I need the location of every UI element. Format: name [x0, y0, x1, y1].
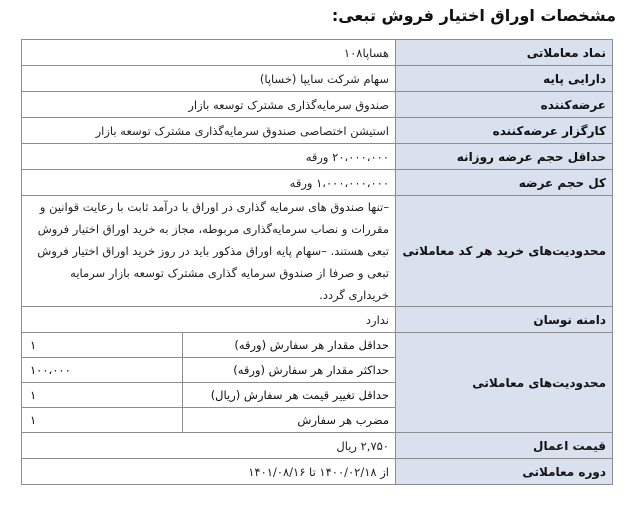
trade-limits-label: محدودیت‌های معاملاتی [396, 333, 613, 433]
period-label: دوره معاملاتی [396, 459, 613, 485]
table-row [22, 118, 613, 144]
table-row [22, 307, 613, 333]
table-row [22, 66, 613, 92]
trade-limits-cell [22, 333, 396, 433]
strike-value: ۲,۷۵۰ ریال [22, 433, 396, 459]
table-row [22, 196, 613, 307]
min-price-change-label: حداقل تغییر قیمت هر سفارش (ریال) [183, 383, 396, 408]
total-label: کل حجم عرضه [396, 170, 613, 196]
table-row [22, 170, 613, 196]
period-value: از ۱۴۰۰/۰۲/۱۸ تا ۱۴۰۱/۰۸/۱۶ [22, 459, 396, 485]
agent-value: استیشن اختصاصی صندوق سرمایه‌گذاری مشترک توسعه بازار [22, 118, 396, 144]
sub-row [22, 333, 395, 358]
table-row [22, 92, 613, 118]
table-row [22, 433, 613, 459]
spec-table [21, 39, 613, 485]
document-title: مشخصات اوراق اختیار فروش تبعی: [331, 6, 616, 25]
min-order-value: ۱ [22, 333, 183, 358]
max-order-value: ۱۰۰،۰۰۰ [22, 358, 183, 383]
min-daily-label: حداقل حجم عرضه روزانه [396, 144, 613, 170]
order-multiple-label: مضرب هر سفارش [183, 408, 396, 433]
underlying-label: دارایی پایه [396, 66, 613, 92]
issuer-label: عرضه‌کننده [396, 92, 613, 118]
sub-row [22, 358, 395, 383]
table-row [22, 333, 613, 433]
sub-row [22, 383, 395, 408]
buy-limits-label: محدودیت‌های خرید هر کد معاملاتی [396, 196, 613, 307]
agent-label: کارگزار عرضه‌کننده [396, 118, 613, 144]
range-value: ندارد [22, 307, 396, 333]
sub-row [22, 408, 395, 433]
issuer-value: صندوق سرمایه‌گذاری مشترک توسعه بازار [22, 92, 396, 118]
underlying-value: سهام شرکت سایپا (خساپا) [22, 66, 396, 92]
range-label: دامنه نوسان [396, 307, 613, 333]
strike-label: قیمت اعمال [396, 433, 613, 459]
min-daily-value: ۲۰،۰۰۰،۰۰۰ ورقه [22, 144, 396, 170]
symbol-label: نماد معاملاتی [396, 40, 613, 66]
total-value: ۱،۰۰۰،۰۰۰،۰۰۰ ورقه [22, 170, 396, 196]
table-row [22, 144, 613, 170]
symbol-value: هساپا۱۰۸ [22, 40, 396, 66]
max-order-label: حداکثر مقدار هر سفارش (ورقه) [183, 358, 396, 383]
table-row [22, 40, 613, 66]
min-price-change-value: ۱ [22, 383, 183, 408]
table-row [22, 459, 613, 485]
buy-limits-value: –تنها صندوق های سرمایه گذاری در اوراق با درآمد ثابت با رعایت قوانین و مقررات و نصاب سرمایه‌گذاری مربوطه، مجاز به خرید اوراق اختیار فروش تبعی هستند. –سهام پایه اوراق مذکور باید در روز خرید اوراق اختیار فروش تبعی و صرفا از صندوق سرمایه گذاری مشترک توسعه بازار سرمایه خریداری گردد. [22, 196, 396, 307]
trade-limits-subtable [22, 333, 395, 432]
order-multiple-value: ۱ [30, 413, 37, 427]
min-order-label: حداقل مقدار هر سفارش (ورقه) [183, 333, 396, 358]
